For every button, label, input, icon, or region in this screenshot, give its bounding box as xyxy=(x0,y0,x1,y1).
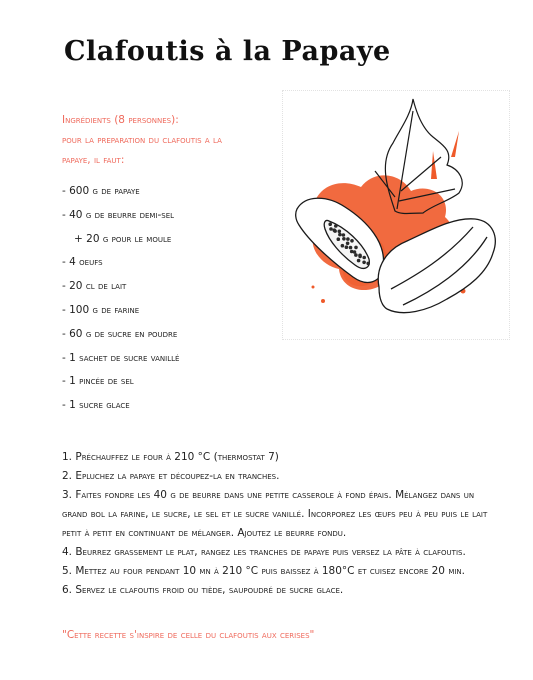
papaya-seed xyxy=(334,224,338,228)
ingredient-item: - 20 cl de lait xyxy=(62,280,127,293)
ingredient-item: - 4 oeufs xyxy=(62,256,103,269)
ingredient-item: - 600 g de papaye xyxy=(62,185,140,197)
ingredient-item: - 1 sachet de sucre vanillé xyxy=(62,351,180,364)
papaya-seed xyxy=(338,233,342,237)
papaya-seed xyxy=(346,242,350,246)
ingredient-item: - 60 g de sucre en poudre xyxy=(62,327,178,340)
papaya-seed xyxy=(333,228,337,232)
page-title: Clafoutis à la Papaye xyxy=(64,36,391,67)
step-1: 1. Préchauffez le four à 210 °C (thermostat 7) xyxy=(62,451,279,463)
step-3: 3. Faites fondre les 40 g de beurre dans une petite casserole à fond épais. Mélangez dans un grand bol la farine, le sucre, le sel et le sucre vanillé. Incorporez les œufs peu à peu puis le lait petit à petit en continuant de mélanger. Ajoutez le beurre fondu. xyxy=(62,489,488,539)
papaya-watercolor-illustration-icon xyxy=(283,91,509,339)
papaya-illustration xyxy=(282,90,510,340)
ingredient-item: + 20 g pour le moule xyxy=(74,232,172,245)
papaya-seed xyxy=(366,262,370,266)
ingredient-item: - 100 g de farine xyxy=(62,303,140,316)
papaya-seed xyxy=(358,254,362,258)
ingredient-item: - 40 g de beurre demi-sel xyxy=(62,208,175,221)
papaya-seed xyxy=(354,246,358,250)
papaya-seed xyxy=(353,250,357,254)
papaya-seed xyxy=(354,253,358,257)
papaya-seed xyxy=(362,256,366,260)
papaya-seed xyxy=(362,261,366,265)
ingredients-header-line: pour la preparation du clafoutis a la xyxy=(62,134,222,146)
ingredient-item: - 1 sucre glace xyxy=(62,399,130,412)
papaya-seed xyxy=(357,259,361,263)
recipe-note: "Cette recette s'inspire de celle du clafoutis aux cerises" xyxy=(62,629,315,641)
papaya-seed xyxy=(345,245,349,249)
ingredients-header-line: Ingrédients (8 personnes): xyxy=(62,114,179,126)
papaya-seed xyxy=(350,239,354,243)
papaya-seed xyxy=(328,222,332,226)
papaya-seed xyxy=(337,237,341,241)
ingredients-header-line: papaye, il faut: xyxy=(62,154,125,166)
papaya-seed xyxy=(342,233,346,237)
papaya-seed xyxy=(338,230,342,234)
ingredient-item: - 1 pincée de sel xyxy=(62,375,134,388)
papaya-seed xyxy=(341,244,345,248)
step-4: 4. Beurrez grassement le plat, rangez les tranches de papaye puis versez la pâte à clafoutis. xyxy=(62,546,466,558)
papaya-seed xyxy=(346,237,350,241)
papaya-seed xyxy=(329,227,333,231)
papaya-seed xyxy=(342,237,346,241)
step-6: 6. Servez le clafoutis froid ou tiède, saupoudré de sucre glace. xyxy=(62,584,344,596)
preparation-steps xyxy=(62,448,492,600)
papaya-seed xyxy=(349,246,353,250)
ingredients-list xyxy=(62,180,272,418)
step-5: 5. Mettez au four pendant 10 mn à 210 °C puis baissez à 180°C et cuisez encore 20 min. xyxy=(62,565,465,577)
ingredients-header xyxy=(62,110,272,170)
step-2: 2. Epluchez la papaye et découpez-la en tranches. xyxy=(62,470,280,482)
